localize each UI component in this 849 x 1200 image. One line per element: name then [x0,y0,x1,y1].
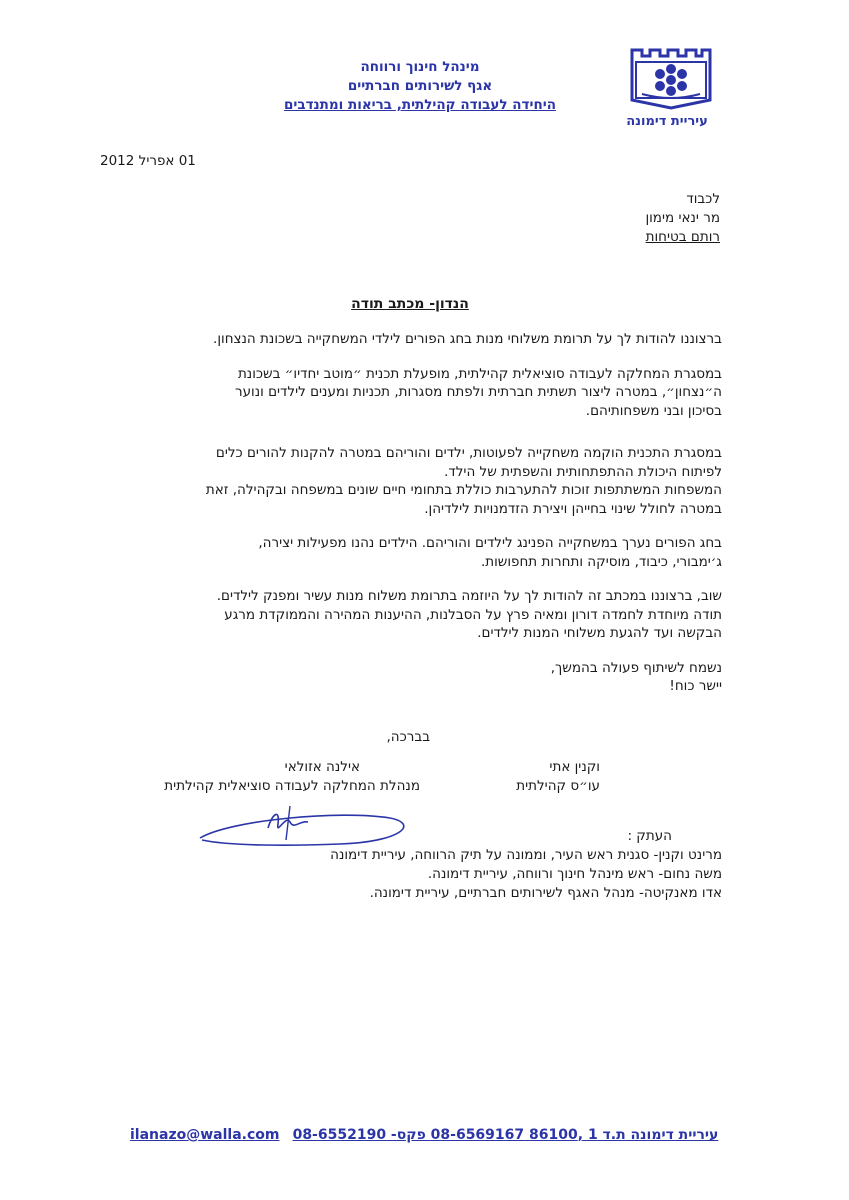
signatory-left-name: אילנה אזולאי [284,759,360,775]
dimona-city-emblem-icon [612,42,722,112]
cc-list [260,846,722,903]
body-line: ג׳ימבורי, כיבוד, מוסיקה ותחרות תחפושות. [480,553,722,570]
header-line-1: מינהל חינוך ורווחה [360,59,480,75]
body-line: במסגרת המחלקה לעבודה סוציאלית קהילתית, מופעלת תכנית ״מוטב יחדיו״ בשכונת [237,365,722,382]
paragraph-thanks [118,330,722,349]
footer-email-link[interactable]: ilanazo@walla.com [130,1127,280,1143]
body-line: ברצוננו להודות לך על תרומת משלוחי מנות בחג הפורים לילדי המשחקייה בשכונת הנצחון. [213,331,722,347]
header-line-2: אגף לשירותים חברתיים [347,78,493,94]
body-line: המשפחות המשתתפות זוכות להתערבות כוללת בתחומי חיים שונים במשפחה ובקהילה, זאת [205,482,722,498]
cc-block [260,827,672,846]
logo-caption: עיריית דימונה [626,114,708,129]
subject-line: הנדון- מכתב תודה [351,296,469,312]
body-line: ה״נצחון״, במטרה ליצור תשתית חברתית ולפתח מסגרות, תכניות ומענים לילדים ונוער [234,384,722,400]
recipient-name: מר ינאי מימון [645,210,720,226]
body-line: בסיכון ובני משפחותיהם. [585,402,722,419]
paragraph-program [118,365,722,421]
letter-body [118,330,722,712]
signatory-right-title: עו״ס קהילתית [516,778,600,794]
signatory-right [500,758,600,796]
body-line: הבקשה ועד להגעת משלוחי המנות לילדים. [477,625,722,641]
body-line: נשמח לשיתוף פעולה בהמשך, [550,659,722,676]
signatory-left-title: מנהלת המחלקה לעבודה סוציאלית קהילתית [164,778,420,794]
paragraph-purim [118,534,722,571]
city-logo [612,42,722,134]
body-line: לפיתוח היכולת ההתפתחותית והשפתית של הילד. [444,463,722,480]
recipient-block [520,190,720,247]
body-line: במטרה לחולל שינוי בחייהן ויצירת הזדמנויות לילדיהן. [424,500,722,517]
recipient-company: רותם בטיחות [645,229,720,245]
letter-date: 01 אפריל 2012 [100,153,196,169]
recipient-salutation: לכבוד [686,191,720,207]
body-line: יישר כוח! [669,678,722,694]
letterhead [240,58,600,115]
signatory-left [150,758,420,796]
cc-line: אדו מאנקיטה- מנהל האגף לשירותים חברתיים, עיריית דימונה. [369,885,722,901]
paragraph-special-thanks [118,587,722,643]
closing-greeting: בברכה, [386,729,430,745]
signatory-right-name: וקנין אתי [549,759,600,775]
paragraph-closing [118,659,722,696]
body-line: תודה מיוחדת לחמדה דורון ומאיה פרץ על הסבלנות, ההיענות המהירה והממוקדת מרגע [224,606,722,623]
body-line: במסגרת התכנית הוקמה משחקייה לפעוטות, ילדים והוריהם במטרה להקנות להורים כלים [215,445,722,461]
cc-line: משה נחום- ראש מינהל חינוך ורווחה, עיריית דימונה. [427,866,722,882]
paragraph-playroom [118,444,722,518]
body-line: שוב, ברצוננו במכתב זה להודות לך על היוזמה בתרומת משלוח מנות עשיר ומפנק לילדים. [216,588,722,604]
body-line: בחג הפורים נערך במשחקייה הפנינג לילדים והוריהם. הילדים נהנו מפעילות יצירה, [258,535,722,551]
cc-title: העתק : [627,828,672,844]
footer-address: עיריית דימונה ת.ד 1 ,86100 08-6569167 פקס- 08-6552190 [292,1127,719,1143]
cc-line: מרינט וקנין- סגנית ראש העיר, וממונה על תיק הרווחה, עיריית דימונה [330,847,722,863]
header-line-3: היחידה לעבודה קהילתית, בריאות ומתנדבים [284,97,556,113]
letter-footer [130,1124,730,1143]
